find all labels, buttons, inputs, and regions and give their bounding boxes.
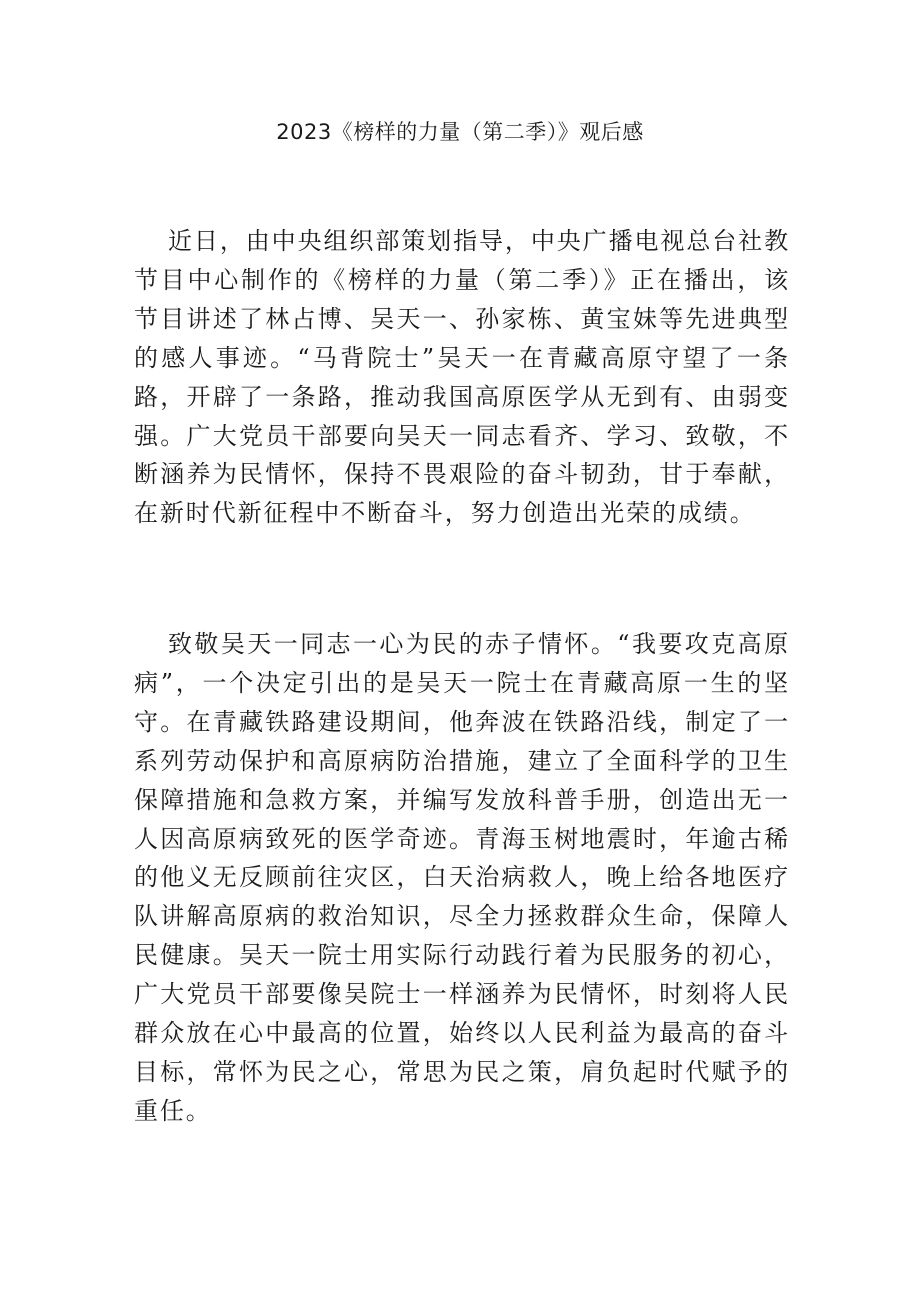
paragraph-2: 致敬吴天一同志一心为民的赤子情怀。“我要攻克高原病”，一个决定引出的是吴天一院士在青藏高原一生的坚守。在青藏铁路建设期间，他奔波在铁路沿线，制定了一系列劳动保护和高原病防治措施，建立了全面科学的卫生保障措施和急救方案，并编写发放科普手册，创造出无一人因高原病致死的医学奇迹。青海玉树地震时，年逾古稀的他义无反顾前往灾区，白天治病救人，晚上给各地医疗队讲解高原病的救治知识，尽全力拯救群众生命，保障人民健康。吴天一院士用实际行动践行着为民服务的初心，广大党员干部要像吴院士一样涵养为民情怀，时刻将人民群众放在心中最高的位置，始终以人民利益为最高的奋斗目标，常怀为民之心，常思为民之策，肩负起时代赋予的重任。 <box>134 630 790 1125</box>
paragraph-1: 近日，由中央组织部策划指导，中央广播电视总台社教节目中心制作的《榜样的力量（第二季）》正在播出，该节目讲述了林占博、吴天一、孙家栋、黄宝妹等先进典型的感人事迹。“马背院士”吴天一在青藏高原守望了一条路，开辟了一条路，推动我国高原医学从无到有、由弱变强。广大党员干部要向吴天一同志看齐、学习、致敬，不断涵养为民情怀，保持不畏艰险的奋斗韧劲，甘于奉献，在新时代新征程中不断奋斗，努力创造出光荣的成绩。 <box>134 227 790 528</box>
document-title: 2023《榜样的力量（第二季）》观后感 <box>276 120 644 144</box>
